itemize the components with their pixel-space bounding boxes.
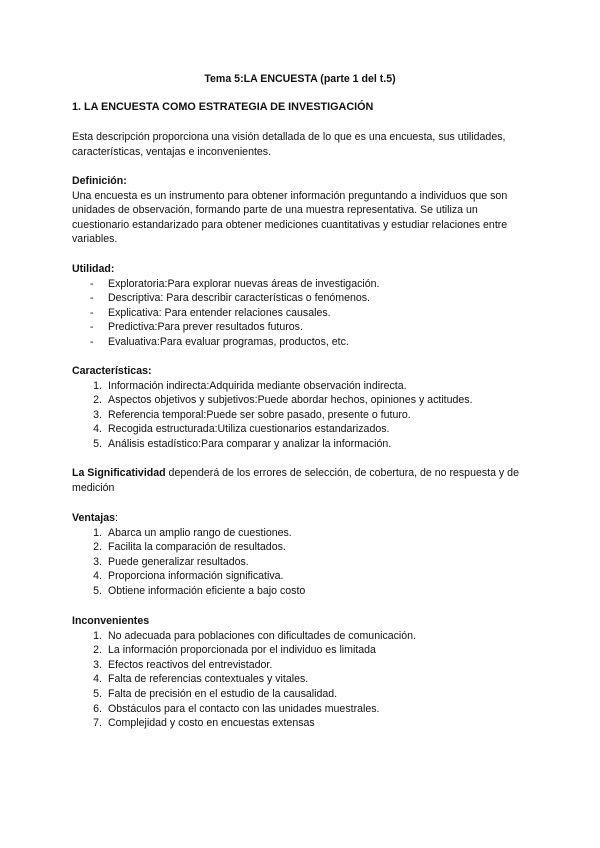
list-item-text: Información indirecta:Adquirida mediante observación indirecta.	[108, 379, 407, 392]
advantages-list	[72, 526, 532, 599]
list-item-text: Falta de referencias contextuales y vitales.	[108, 673, 309, 686]
list-item	[72, 393, 532, 408]
list-item-text: Obstáculos para el contacto con las unidades muestrales.	[108, 702, 380, 715]
list-item-text: Proporciona información significativa.	[108, 570, 284, 583]
list-item-text: Puede generalizar resultados.	[108, 555, 249, 568]
list-item	[72, 555, 532, 570]
list-item-text: La información proporcionada por el individuo es limitada	[108, 644, 376, 657]
list-item	[72, 702, 532, 717]
list-item-text: Análisis estadístico:Para comparar y analizar la información.	[108, 437, 392, 450]
list-item	[72, 658, 532, 673]
dash-marker: -	[90, 335, 94, 348]
significance-text: dependerá de los errores de selección, de cobertura, de no respuesta y de medición	[72, 467, 519, 494]
list-item-text: Facilita la comparación de resultados.	[108, 541, 286, 554]
list-item-text: Aspectos objetivos y subjetivos:Puede abordar hechos, opiniones y actitudes.	[108, 394, 473, 407]
list-item	[72, 629, 532, 644]
advantages-heading-suffix: :	[115, 512, 118, 524]
list-item-text: No adecuada para poblaciones con dificultades de comunicación.	[108, 629, 417, 642]
disadvantages-heading: Inconvenientes	[72, 615, 150, 627]
list-item	[72, 526, 532, 541]
list-item	[72, 716, 532, 731]
list-item-text: Falta de precisión en el estudio de la causalidad.	[108, 687, 338, 700]
definition-section	[72, 174, 528, 247]
list-item	[72, 584, 532, 599]
significance-text-wrapper	[72, 466, 530, 495]
significance-term: La Significatividad	[72, 467, 166, 479]
list-number: 3.	[93, 408, 102, 421]
list-number: 4.	[93, 673, 102, 686]
utility-list	[72, 277, 532, 350]
list-number: 7.	[93, 717, 102, 730]
list-number: 3.	[93, 658, 102, 671]
characteristics-heading: Características:	[72, 365, 152, 377]
list-item	[72, 291, 532, 306]
list-number: 2.	[93, 394, 102, 407]
list-number: 1.	[93, 526, 102, 539]
characteristics-list	[72, 379, 532, 452]
list-item	[72, 306, 532, 321]
dash-marker: -	[90, 306, 94, 319]
list-number: 6.	[93, 702, 102, 715]
dash-marker: -	[90, 292, 94, 305]
list-number: 2.	[93, 644, 102, 657]
advantages-heading-wrapper	[72, 511, 532, 526]
characteristics-section	[72, 364, 532, 452]
disadvantages-list	[72, 629, 532, 731]
section-heading: 1. LA ENCUESTA COMO ESTRATEGIA DE INVESTIGACIÓN	[72, 101, 374, 113]
list-item-text: Obtiene información eficiente a bajo costo	[108, 584, 306, 597]
list-item-text: Efectos reactivos del entrevistador.	[108, 658, 273, 671]
definition-text: Una encuesta es un instrumento para obtener información preguntando a individuos que son unidades de observación, formando parte de una muestra representativa. Se utiliza un cuestionario estandarizado para obtener mediciones cuantitativas y estudiar relaciones entre variables.	[72, 189, 508, 246]
list-item	[72, 672, 532, 687]
list-item-text: Recogida estructurada:Utiliza cuestionarios estandarizados.	[108, 423, 390, 436]
list-number: 5.	[93, 437, 102, 450]
list-item	[72, 408, 532, 423]
disadvantages-section	[72, 614, 532, 731]
list-item-text: Predictiva:Para prever resultados futuros.	[108, 321, 303, 334]
definition-heading: Definición:	[72, 175, 127, 187]
list-number: 2.	[93, 541, 102, 554]
intro-text: Esta descripción proporciona una visión detallada de lo que es una encuesta, sus utilidades, características, ventajas e inconvenientes.	[72, 131, 506, 158]
list-item-text: Explicativa: Para entender relaciones causales.	[108, 306, 331, 319]
list-item	[72, 379, 532, 394]
list-item	[72, 643, 532, 658]
list-item	[72, 335, 532, 350]
dash-marker: -	[90, 277, 94, 290]
dash-marker: -	[90, 321, 94, 334]
list-item-text: Evaluativa:Para evaluar programas, productos, etc.	[108, 335, 349, 348]
list-number: 1.	[93, 629, 102, 642]
utility-heading: Utilidad:	[72, 263, 115, 275]
list-item	[72, 540, 532, 555]
advantages-section	[72, 511, 532, 599]
list-item-text: Exploratoria:Para explorar nuevas áreas de investigación.	[108, 277, 380, 290]
list-item	[72, 320, 532, 335]
list-item-text: Descriptiva: Para describir características o fenómenos.	[108, 292, 371, 305]
list-number: 4.	[93, 570, 102, 583]
advantages-heading: Ventajas	[72, 512, 115, 524]
list-number: 1.	[93, 379, 102, 392]
list-number: 5.	[93, 584, 102, 597]
list-item	[72, 569, 532, 584]
list-item-text: Complejidad y costo en encuestas extensas	[108, 717, 315, 730]
list-number: 4.	[93, 423, 102, 436]
utility-section	[72, 262, 532, 350]
document-title: Tema 5:LA ENCUESTA (parte 1 del t.5)	[204, 73, 396, 85]
list-item	[72, 687, 532, 702]
list-item-text: Referencia temporal:Puede ser sobre pasado, presente o futuro.	[108, 408, 411, 421]
list-number: 3.	[93, 555, 102, 568]
list-item	[72, 437, 532, 452]
significance-paragraph	[72, 466, 530, 495]
list-item	[72, 422, 532, 437]
list-number: 5.	[93, 687, 102, 700]
intro-paragraph	[72, 130, 528, 159]
list-item-text: Abarca un amplio rango de cuestiones.	[108, 526, 292, 539]
list-item	[72, 277, 532, 292]
